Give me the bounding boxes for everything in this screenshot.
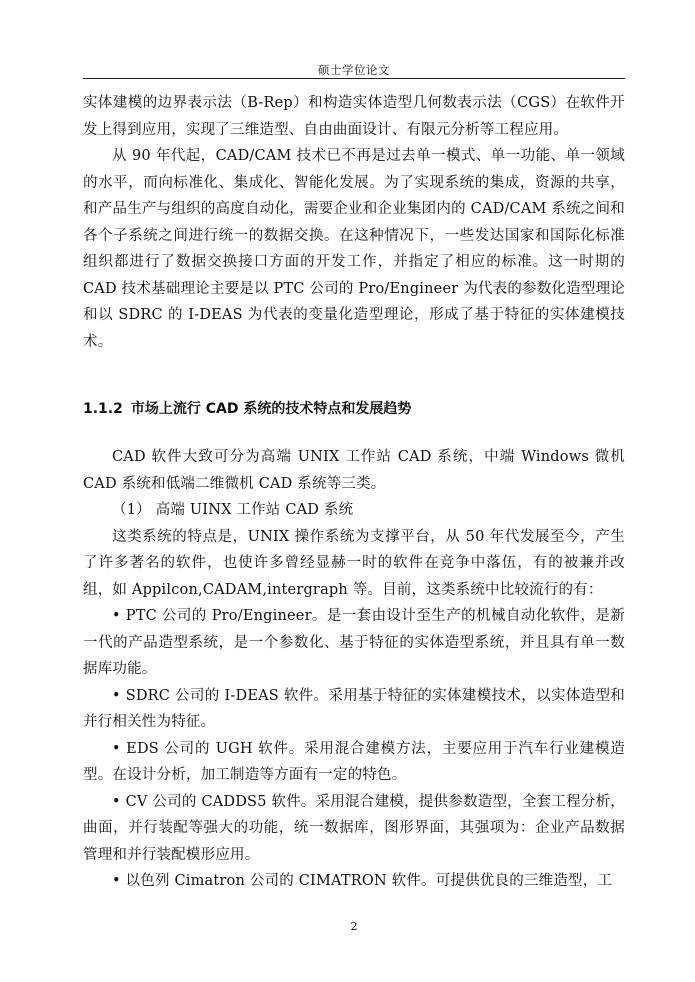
intro-text-block — [83, 90, 625, 355]
header-rule — [83, 78, 625, 79]
intro-paragraph: 实体建模的边界表示法（B-Rep）和构造实体造型几何数表示法（CGS）在软件开发上得到应用，实现了三维造型、自由曲面设计、有限元分析等工程应用。 — [83, 95, 625, 138]
section-title: 市场上流行 CAD 系统的技术特点和发展趋势 — [130, 401, 412, 417]
intro-paragraph: 从 90 年代起，CAD/CAM 技术已不再是过去单一模式、单一功能、单一领域的水平，而向标准化、集成化、智能化发展。为了实现系统的集成，资源的共享，和产品生产与组织的高度自动化，需要企业和企业集团内的 CAD/CAM 系统之间和各个子系统之间进行统一的数据交换。在这种情况下，一些发达国家和国际化标准组织都进行了数据交换接口方面的开发工作，并指定了相应的标准。这一时期的 CAD 技术基础理论主要是以 PTC 公司的 Pro/Engineer 为代表的参数化造型理论和以 SDRC 的 I-DEAS 为代表的变量化造型理论，形成了基于特征的实体建模技术。 — [83, 148, 625, 350]
subsection-heading: （1） 高端 UINX 工作站 CAD 系统 — [112, 502, 354, 518]
page-number: 2 — [350, 920, 358, 933]
section-paragraph: CAD 软件大致可分为高端 UNIX 工作站 CAD 系统，中端 Windows 微机 CAD 系统和低端二维微机 CAD 系统等三类。 — [83, 449, 625, 492]
section-paragraph: 这类系统的特点是，UNIX 操作系统为支撑平台，从 50 年代发展至今，产生了许多著名的软件，也使许多曾经显赫一时的软件在竞争中落伍，有的被兼并改组，如 Appilcon,CADAM,intergraph 等。目前，这类系统中比较流行的有： — [83, 528, 625, 598]
bullet-item-cadds5: • CV 公司的 CADDS5 软件。采用混合建模，提供参数造型，全套工程分析，曲面，并行装配等强大的功能，统一数据库，图形界面，其强项为：企业产品数据管理和并行装配模形应用。 — [83, 793, 625, 863]
bullet-item-cimatron: • 以色列 Cimatron 公司的 CIMATRON 软件。可提供优良的三维造型，工 — [112, 873, 613, 889]
section-number: 1.1.2 — [83, 401, 123, 417]
section-text-block — [83, 444, 625, 895]
bullet-item-pro-engineer: • PTC 公司的 Pro/Engineer。是一套由设计至生产的机械自动化软件，是新一代的产品造型系统，是一个参数化、基于特征的实体造型系统，并且具有单一数据库功能。 — [83, 608, 625, 677]
section-heading — [83, 398, 625, 418]
bullet-item-ugh: • EDS 公司的 UGH 软件。采用混合建模方法，主要应用于汽车行业建模造型。在设计分析，加工制造等方面有一定的特色。 — [83, 740, 625, 783]
page-header: 硕士学位论文 — [318, 63, 390, 77]
bullet-item-i-deas: • SDRC 公司的 I-DEAS 软件。采用基于特征的实体建模技术，以实体造型和并行相关性为特征。 — [83, 687, 625, 730]
